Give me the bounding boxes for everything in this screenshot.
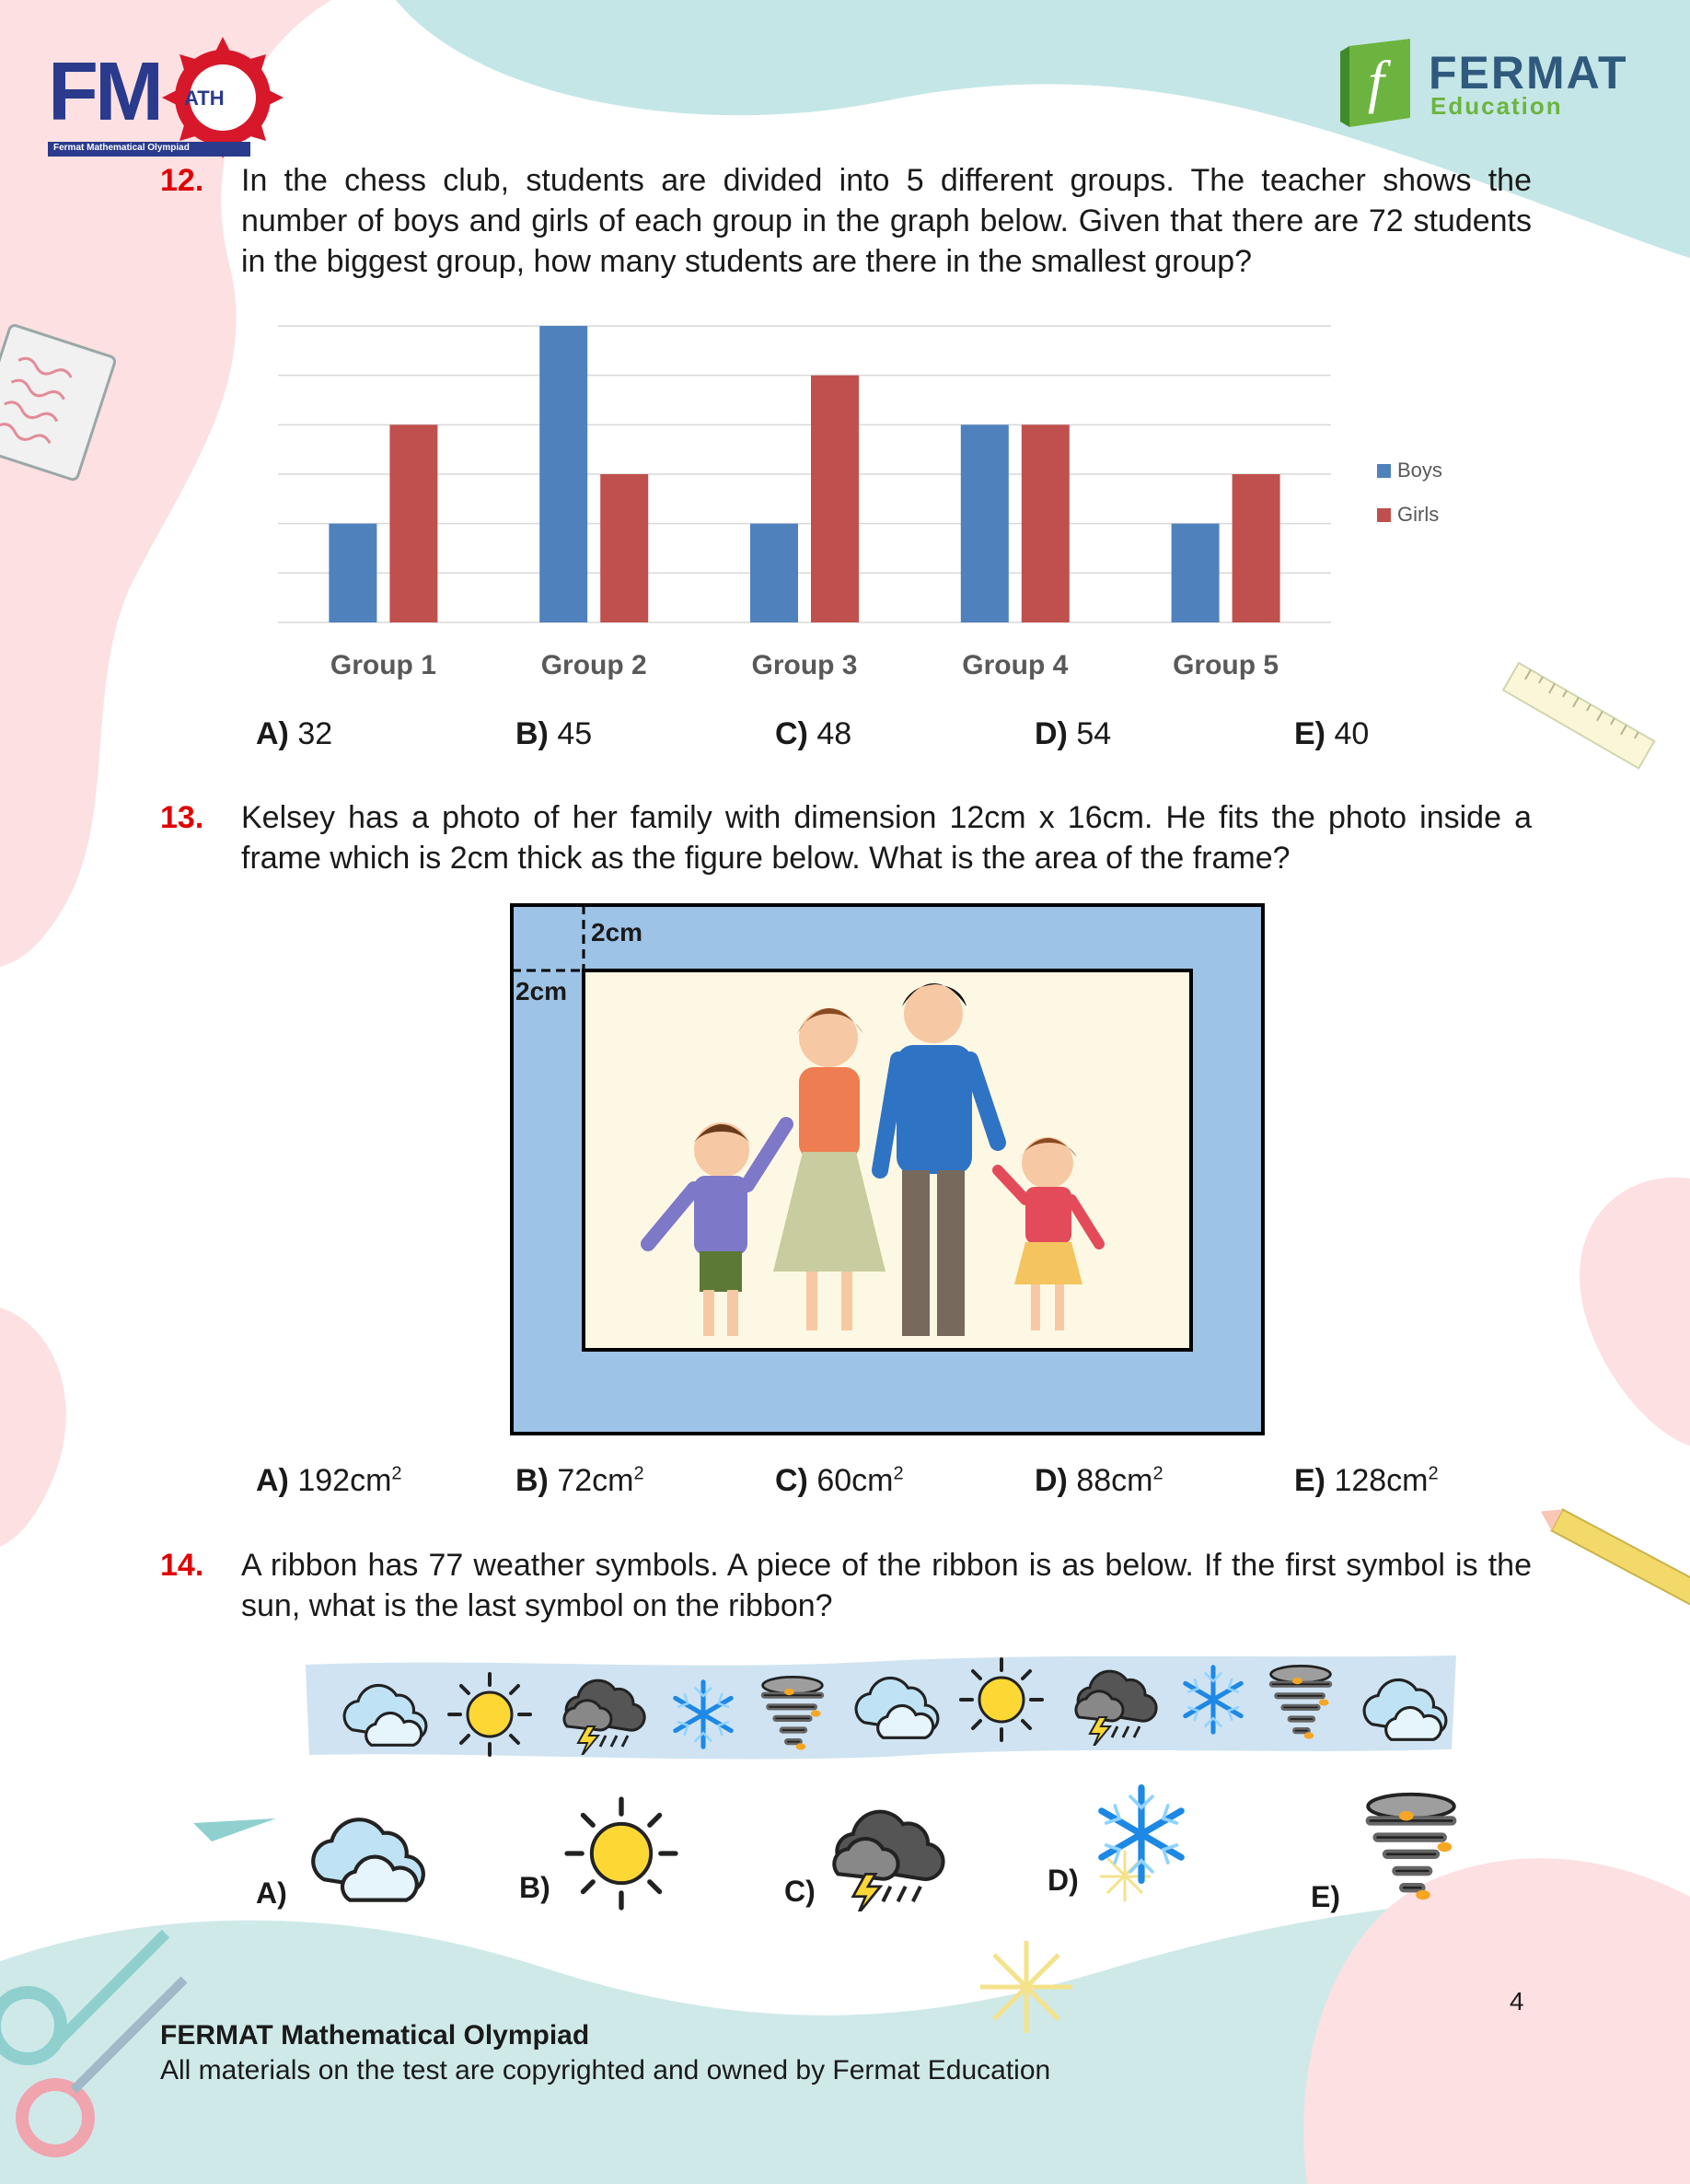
- bar-boys: [1172, 524, 1220, 622]
- option-letter: A): [256, 1463, 289, 1498]
- sun-icon: [560, 1792, 683, 1915]
- legend-label: Girls: [1397, 503, 1440, 526]
- fmo-logo: [48, 33, 287, 158]
- legend-swatch: [1377, 508, 1391, 522]
- option-letter: E): [1294, 716, 1325, 751]
- option-value: 48: [816, 716, 852, 751]
- option-superscript: 2: [1428, 1463, 1439, 1484]
- option-letter: C): [784, 1875, 816, 1908]
- fmo-logo-small: ATH: [184, 87, 225, 110]
- x-tick-label: Group 1: [330, 650, 436, 680]
- question-13: [160, 797, 1532, 878]
- option-b[interactable]: [517, 1786, 701, 1924]
- option-letter: B): [519, 1871, 550, 1904]
- question-text: Kelsey has a photo of her family with dimension 12cm x 16cm. He fits the photo inside a frame which is 2cm thick as the figure below. What is the area of the frame?: [241, 800, 1532, 876]
- option-value: 192cm: [297, 1463, 392, 1498]
- fermat-logo-letter: f: [1368, 49, 1384, 114]
- storm-icon: [823, 1799, 948, 1911]
- fermat-logo-sub: Education: [1430, 92, 1563, 120]
- cloud-icon: [1353, 1668, 1449, 1746]
- option-letter: D): [1035, 1463, 1068, 1498]
- x-tick-label: Group 2: [540, 650, 647, 680]
- question-text: A ribbon has 77 weather symbols. A piece of the ribbon is as below. If the first symbol is the sun, what is the last symbol on the ribbon?: [241, 1548, 1532, 1623]
- option-letter: A): [256, 1876, 287, 1910]
- snowflake-icon: [665, 1676, 742, 1753]
- cloud-icon: [333, 1674, 429, 1751]
- option-d[interactable]: [1035, 1463, 1163, 1499]
- snowflake-icon: [1175, 1661, 1252, 1738]
- option-value: 54: [1076, 716, 1112, 751]
- page-number: 4: [1510, 1987, 1524, 2016]
- question-14: [160, 1545, 1532, 1626]
- x-tick-label: Group 3: [751, 650, 858, 680]
- option-d[interactable]: [1046, 1786, 1230, 1924]
- option-a[interactable]: [256, 716, 332, 752]
- bar-girls: [600, 474, 648, 622]
- legend-swatch: [1377, 464, 1391, 478]
- photo-frame: [510, 903, 1265, 1435]
- question-14-options: [0, 1786, 1690, 1934]
- option-e[interactable]: [1294, 1463, 1439, 1499]
- option-value: 128cm: [1334, 1463, 1429, 1498]
- option-letter: D): [1048, 1864, 1079, 1897]
- snowflake-icon: [1086, 1779, 1197, 1889]
- footer-copyright: All materials on the test are copyrighted and owned by Fermat Education: [160, 2055, 1051, 2085]
- option-b[interactable]: [515, 716, 592, 752]
- option-superscript: 2: [893, 1463, 904, 1484]
- storm-icon: [1068, 1661, 1160, 1746]
- bar-boys: [961, 424, 1009, 622]
- option-a[interactable]: [254, 1786, 438, 1924]
- option-e[interactable]: [1294, 716, 1369, 752]
- bar-chart: [258, 313, 1491, 709]
- cloud-icon: [298, 1805, 427, 1908]
- option-letter: B): [515, 1463, 549, 1498]
- option-a[interactable]: [256, 1463, 402, 1499]
- fermat-logo-name: FERMAT: [1429, 47, 1628, 99]
- question-number: 13.: [160, 800, 204, 835]
- option-c[interactable]: [775, 716, 851, 752]
- question-12: [160, 160, 1532, 282]
- option-letter: E): [1311, 1880, 1340, 1913]
- option-c[interactable]: [775, 1463, 904, 1499]
- option-superscript: 2: [1152, 1463, 1163, 1484]
- option-value: 88cm: [1076, 1463, 1153, 1498]
- option-value: 40: [1334, 716, 1370, 751]
- tornado-icon: [751, 1672, 834, 1755]
- option-b[interactable]: [515, 1463, 644, 1499]
- option-e[interactable]: [1309, 1786, 1493, 1924]
- tornado-icon: [1351, 1784, 1471, 1910]
- legend-label: Boys: [1397, 459, 1442, 482]
- fermat-education-logo: [1340, 39, 1653, 131]
- bar-boys: [329, 524, 376, 622]
- option-letter: C): [775, 716, 808, 751]
- option-letter: B): [515, 716, 549, 751]
- option-value: 45: [557, 716, 593, 751]
- option-value: 72cm: [557, 1463, 634, 1498]
- sun-icon: [955, 1654, 1048, 1746]
- option-d[interactable]: [1035, 716, 1111, 752]
- weather-ribbon: [306, 1648, 1456, 1768]
- option-value: 60cm: [816, 1463, 894, 1498]
- bar-girls: [1233, 474, 1280, 622]
- bar-girls: [1022, 424, 1070, 622]
- x-tick-label: Group 5: [1173, 650, 1279, 680]
- option-value: 32: [297, 716, 333, 751]
- bar-boys: [750, 524, 798, 622]
- option-letter: E): [1294, 1463, 1325, 1498]
- fmo-logo-caption: Fermat Mathematical Olympiad: [53, 143, 190, 153]
- frame-label-top: 2cm: [591, 918, 643, 947]
- option-superscript: 2: [633, 1463, 644, 1484]
- question-number: 12.: [160, 163, 204, 198]
- bar-girls: [389, 424, 437, 622]
- option-c[interactable]: [782, 1786, 967, 1924]
- option-letter: A): [256, 716, 289, 751]
- sun-icon: [444, 1668, 536, 1760]
- option-superscript: 2: [391, 1463, 402, 1484]
- tornado-icon: [1259, 1661, 1342, 1744]
- x-tick-label: Group 4: [962, 650, 1069, 680]
- frame-label-left: 2cm: [515, 977, 568, 1005]
- bar-boys: [539, 326, 587, 622]
- storm-icon: [556, 1670, 648, 1755]
- footer: [160, 2018, 1050, 2088]
- cloud-icon: [845, 1667, 941, 1744]
- option-letter: C): [775, 1463, 808, 1498]
- option-letter: D): [1035, 716, 1068, 751]
- footer-title: FERMAT Mathematical Olympiad: [160, 2020, 590, 2050]
- question-number: 14.: [160, 1548, 204, 1583]
- fmo-logo-big: FM: [48, 46, 160, 138]
- question-text: In the chess club, students are divided into 5 different groups. The teacher shows the number of boys and girls of each group in the graph below. Given that there are 72 students in the biggest group, how many students are there in the smallest group?: [241, 163, 1532, 279]
- bar-girls: [811, 376, 859, 622]
